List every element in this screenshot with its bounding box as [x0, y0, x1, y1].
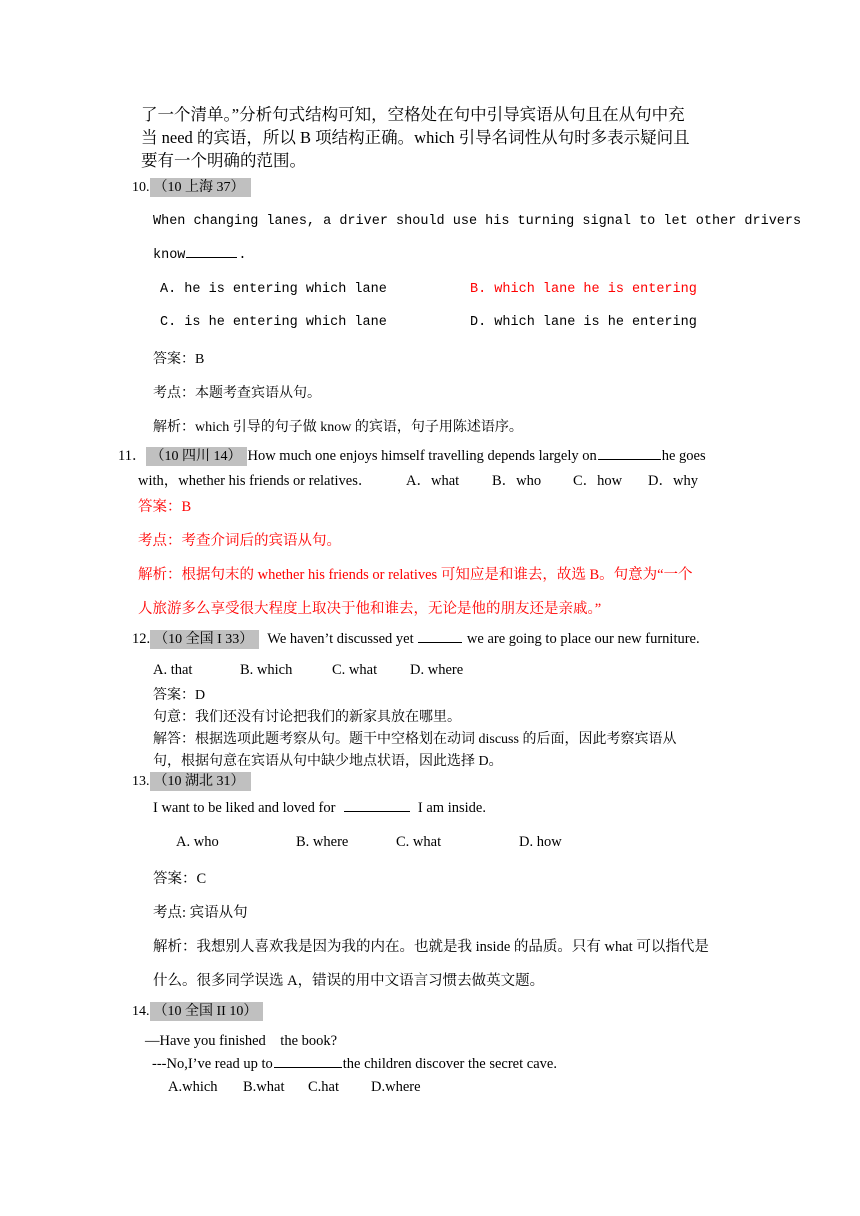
q12-answer: 答案：D: [153, 688, 206, 703]
question-12: 12. （10 全国 I 33） We haven’t discussed yet we are going to place our new furniture.: [132, 631, 700, 647]
source-tag: （10 全国 II 10）: [150, 1002, 264, 1021]
source-tag: （10 全国 I 33）: [150, 630, 259, 649]
question-number: 11．: [118, 448, 147, 464]
q13-option-a: A. who: [176, 834, 219, 850]
q12-explain-line-2: 句，根据句意在宾语从句中缺少地点状语，因此选择 D。: [153, 754, 503, 769]
q10-stem-line-2: know .: [153, 248, 247, 263]
q10-answer: 答案：B: [153, 352, 205, 367]
question-11: 11． （10 四川 14） How much one enjoys himself travelling depends largely on he goes: [118, 448, 706, 464]
q11-answer: 答案：B: [138, 499, 192, 515]
q11-analysis-line-1: 解析：根据句末的 whether his friends or relatives 可知应是和谁去，故选 B。句意为“一个: [138, 567, 693, 583]
q12-option-d: D. where: [410, 662, 464, 678]
q10-option-c: C. is he entering which lane: [160, 315, 387, 330]
q13-option-b: B. where: [296, 834, 349, 850]
q12-option-c: C. what: [332, 662, 378, 678]
q11-option-a: A．what: [406, 473, 460, 489]
question-13: [132, 772, 251, 791]
intro-line-1: 了一个清单。”分析句式结构可知，空格处在句中引导宾语从句且在从句中充: [141, 105, 685, 124]
q13-answer: 答案：C: [153, 871, 207, 887]
q12-option-a: A. that: [153, 662, 193, 678]
question-10: [132, 178, 251, 197]
intro-line-3: 要有一个明确的范围。: [141, 151, 306, 170]
answer-blank: [274, 1066, 342, 1068]
q10-point: 考点：本题考查宾语从句。: [153, 386, 321, 401]
q14-dialogue-line-2: ---No,I’ve read up to the children discover the secret cave.: [152, 1056, 557, 1072]
q12-option-b: B. which: [240, 662, 293, 678]
answer-blank: [344, 810, 410, 812]
q11-option-c: C．how: [573, 473, 623, 489]
q11-stem-line-2: with，whether his friends or relatives．: [138, 473, 373, 489]
q13-option-c: C. what: [396, 834, 442, 850]
q10-option-a: A. he is entering which lane: [160, 282, 387, 297]
q11-option-b: B．who: [492, 473, 542, 489]
q10-stem-line-1: When changing lanes, a driver should use his turning signal to let other drivers: [153, 214, 802, 229]
q14-option-a: A.which: [168, 1079, 218, 1095]
q14-option-d: D.where: [371, 1079, 421, 1095]
intro-line-2: 当 need 的宾语，所以 B 项结构正确。which 引导名词性从句时多表示疑问且: [141, 128, 690, 147]
question-number: 10.: [132, 180, 150, 195]
source-tag: （10 湖北 31）: [150, 772, 251, 791]
q10-option-b: B. which lane he is entering: [470, 282, 697, 297]
q14-dialogue-line-1: —Have you finished the book?: [145, 1033, 338, 1049]
question-number: 13.: [132, 774, 150, 789]
question-number: 14.: [132, 1004, 150, 1019]
q10-analysis: 解析：which 引导的句子做 know 的宾语，句子用陈述语序。: [153, 420, 523, 435]
q13-point: 考点: 宾语从句: [153, 905, 248, 921]
question-number: 12.: [132, 631, 151, 647]
q13-stem: I want to be liked and loved for I am inside.: [153, 800, 486, 816]
q13-analysis-line-2: 什么。很多同学误选 A，错误的用中文语言习惯去做英文题。: [153, 973, 545, 989]
answer-blank: [418, 641, 462, 643]
q14-option-c: C.hat: [308, 1079, 340, 1095]
answer-blank: [598, 458, 661, 460]
q12-explain-line-1: 解答：根据选项此题考察从句。题干中空格划在动词 discuss 的后面，因此考察宾语从: [153, 732, 677, 747]
question-14: [132, 1002, 263, 1021]
q12-meaning: 句意：我们还没有讨论把我们的新家具放在哪里。: [153, 710, 461, 725]
source-tag: （10 四川 14）: [146, 447, 247, 466]
q13-analysis-line-1: 解析：我想别人喜欢我是因为我的内在。也就是我 inside 的品质。只有 what 可以指代是: [153, 939, 709, 955]
q11-point: 考点：考查介词后的宾语从句。: [138, 533, 341, 549]
source-tag: （10 上海 37）: [150, 178, 251, 197]
q13-option-d: D. how: [519, 834, 562, 850]
q10-option-d: D. which lane is he entering: [470, 315, 697, 330]
q11-analysis-line-2: 人旅游多么享受很大程度上取决于他和谁去，无论是他的朋友还是亲戚。”: [138, 601, 602, 617]
answer-blank: [186, 256, 237, 258]
q11-option-d: D．why: [648, 473, 698, 489]
q14-option-b: B.what: [243, 1079, 285, 1095]
